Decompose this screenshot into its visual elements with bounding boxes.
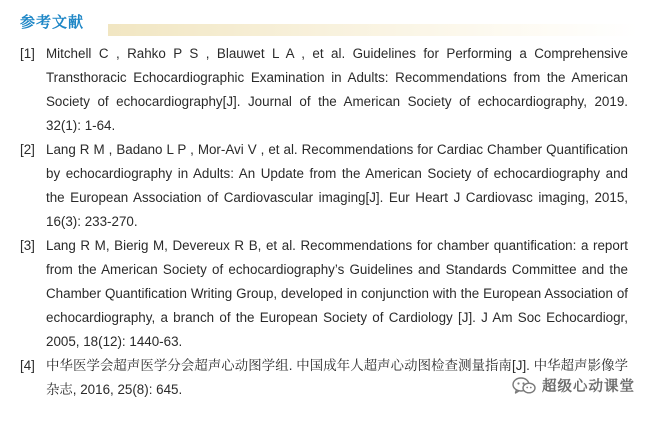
reference-list — [20, 42, 628, 402]
heading-accent-bar — [108, 24, 638, 36]
reference-number: [3] — [20, 238, 35, 253]
watermark-text: 超级心动课堂 — [542, 379, 635, 395]
reference-text: Lang R M , Badano L P , Mor-Avi V , et al. Recommendations for Cardiac Chamber Quantification by echocardiography in Adults: An Update from the American Society of echocardiography and the European Association of Cardiovascular imaging[J]. Eur Heart J Cardiovasc imaging, 2015, 16(3): 233-270. — [46, 142, 628, 229]
reference-number: [2] — [20, 142, 35, 157]
reference-number: [1] — [20, 46, 35, 61]
section-heading: 参考文献 — [20, 13, 85, 31]
wechat-icon — [512, 377, 536, 395]
watermark — [512, 375, 635, 396]
reference-item — [20, 42, 628, 138]
reference-text: Mitchell C , Rahko P S , Blauwet L A , et al. Guidelines for Performing a Comprehensive Transthoracic Echocardiographic Examination in Adults: Recommendations from the American Society of echocardiography[J]. Journal of the American Society of echocardiography, 2019. 32(1): 1-64. — [46, 46, 628, 133]
reference-text: 中华医学会超声医学分会超声心动图学组. 中国成年人超声心动图检查测量指南[J]. 中华超声影像学杂志, 2016, 25(8): 645. — [46, 358, 628, 397]
reference-item — [20, 138, 628, 234]
reference-text: Lang R M, Bierig M, Devereux R B, et al. Recommendations for chamber quantification: a report from the American Society of echocardiography’s Guidelines and Standards Committee and the Chamber Quantification Writing Group, developed in conjunction with the European Association of echocardiography, a branch of the European Society of Cardiology [J]. J Am Soc Echocardiogr, 2005, 18(12): 1440-63. — [46, 238, 628, 349]
reference-number: [4] — [20, 358, 35, 373]
reference-item — [20, 234, 628, 354]
